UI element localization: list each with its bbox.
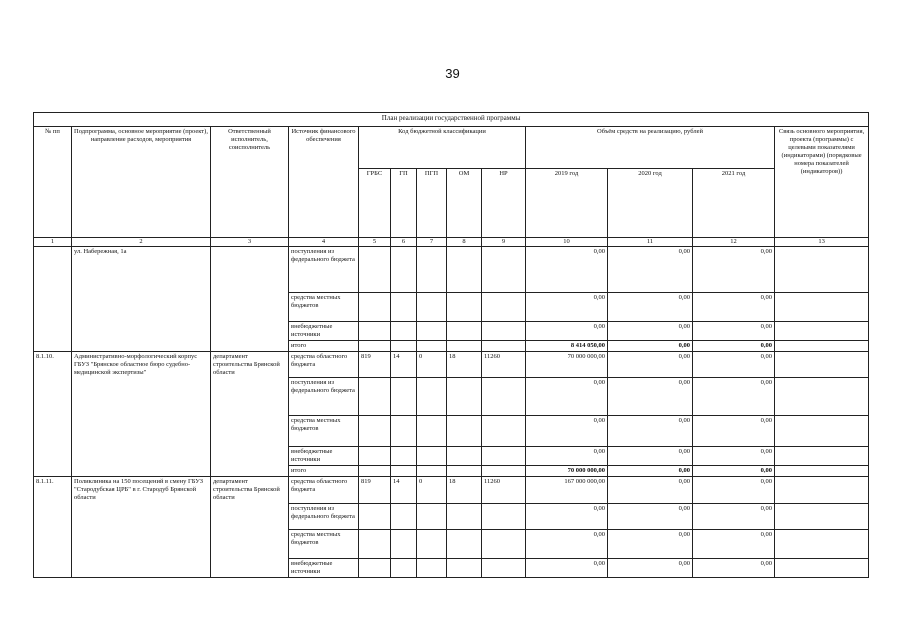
code-cell <box>482 322 526 341</box>
value-2019: 70 000 000,00 <box>526 352 608 378</box>
code-cell <box>482 530 526 559</box>
code-cell <box>359 378 391 416</box>
source-cell: итого <box>289 341 359 352</box>
value-2020: 0,00 <box>608 447 693 466</box>
source-cell: внебюджетные источники <box>289 559 359 578</box>
code-cell <box>447 504 482 530</box>
item-name: Поликлиника на 150 посещений в смену ГБУЗ "Стародубская ЦРБ" в г. Стародуб Брянской области <box>72 477 211 578</box>
item-name: ул. Набережная, 1а <box>72 247 211 352</box>
value-2020: 0,00 <box>608 477 693 504</box>
indicator-cell <box>775 341 869 352</box>
value-2019: 0,00 <box>526 559 608 578</box>
item-name: Административно-морфологический корпус ГБУЗ "Брянское областное бюро судебно-медицинской экспертизы" <box>72 352 211 477</box>
header-executor: Ответственный исполнитель, соисполнитель <box>211 127 289 238</box>
code-cell <box>447 530 482 559</box>
header-pgp: ПГП <box>417 169 447 238</box>
col-number: 6 <box>391 238 417 247</box>
code-cell <box>417 293 447 322</box>
header-nr: НР <box>482 169 526 238</box>
source-cell: средства местных бюджетов <box>289 416 359 447</box>
indicator-cell <box>775 504 869 530</box>
column-numbers-row <box>34 238 869 247</box>
indicator-cell <box>775 352 869 378</box>
code-cell <box>482 416 526 447</box>
code-cell <box>482 247 526 293</box>
value-2020: 0,00 <box>608 293 693 322</box>
code-cell <box>359 247 391 293</box>
code-nr: 11260 <box>482 477 526 504</box>
header-budget-code: Код бюджетной классификации <box>359 127 526 169</box>
code-cell <box>417 559 447 578</box>
code-cell <box>482 466 526 477</box>
code-cell <box>447 247 482 293</box>
value-2021: 0,00 <box>693 477 775 504</box>
code-cell <box>447 447 482 466</box>
col-number: 12 <box>693 238 775 247</box>
indicator-cell <box>775 378 869 416</box>
code-cell <box>417 247 447 293</box>
code-cell <box>391 559 417 578</box>
code-cell <box>417 466 447 477</box>
indicator-cell <box>775 447 869 466</box>
value-2019: 0,00 <box>526 447 608 466</box>
source-cell: средства местных бюджетов <box>289 530 359 559</box>
header-grbs: ГРБС <box>359 169 391 238</box>
indicator-cell <box>775 466 869 477</box>
code-cell <box>391 416 417 447</box>
code-cell <box>447 322 482 341</box>
code-cell <box>359 530 391 559</box>
code-cell <box>359 504 391 530</box>
header-source: Источник финансового обеспечения <box>289 127 359 238</box>
code-cell <box>391 447 417 466</box>
header-2019: 2019 год <box>526 169 608 238</box>
code-cell <box>447 293 482 322</box>
code-cell <box>447 378 482 416</box>
indicator-cell <box>775 559 869 578</box>
indicator-cell <box>775 322 869 341</box>
header-2021: 2021 год <box>693 169 775 238</box>
col-number: 2 <box>72 238 211 247</box>
code-cell <box>391 504 417 530</box>
source-cell: поступления из федерального бюджета <box>289 504 359 530</box>
value-2021: 0,00 <box>693 504 775 530</box>
code-cell <box>391 322 417 341</box>
col-number: 8 <box>447 238 482 247</box>
code-cell <box>391 466 417 477</box>
value-2019: 70 000 000,00 <box>526 466 608 477</box>
source-cell: итого <box>289 466 359 477</box>
code-cell <box>482 504 526 530</box>
code-gp: 14 <box>391 352 417 378</box>
value-2020: 0,00 <box>608 322 693 341</box>
code-om: 18 <box>447 477 482 504</box>
value-2021: 0,00 <box>693 341 775 352</box>
value-2020: 0,00 <box>608 530 693 559</box>
code-om: 18 <box>447 352 482 378</box>
table-row <box>34 352 869 378</box>
header-2020: 2020 год <box>608 169 693 238</box>
code-cell <box>417 530 447 559</box>
code-cell <box>482 341 526 352</box>
value-2020: 0,00 <box>608 504 693 530</box>
code-cell <box>391 293 417 322</box>
value-2020: 0,00 <box>608 559 693 578</box>
code-cell <box>417 504 447 530</box>
code-cell <box>482 378 526 416</box>
table-row <box>34 477 869 504</box>
header-num: № пп <box>34 127 72 238</box>
value-2019: 0,00 <box>526 378 608 416</box>
code-nr: 11260 <box>482 352 526 378</box>
code-cell <box>447 341 482 352</box>
code-cell <box>417 341 447 352</box>
indicator-cell <box>775 477 869 504</box>
col-number: 9 <box>482 238 526 247</box>
value-2021: 0,00 <box>693 247 775 293</box>
code-cell <box>417 322 447 341</box>
header-om: ОМ <box>447 169 482 238</box>
code-cell <box>482 447 526 466</box>
source-cell: средства областного бюджета <box>289 477 359 504</box>
item-executor: департамент строительства Брянской области <box>211 352 289 477</box>
header-subprogram: Подпрограмма, основное мероприятие (проект), направление расходов, мероприятия <box>72 127 211 238</box>
value-2019: 0,00 <box>526 416 608 447</box>
value-2021: 0,00 <box>693 447 775 466</box>
code-cell <box>391 530 417 559</box>
value-2021: 0,00 <box>693 416 775 447</box>
code-cell <box>391 341 417 352</box>
item-number: 8.1.11. <box>34 477 72 578</box>
value-2019: 0,00 <box>526 322 608 341</box>
code-cell <box>359 341 391 352</box>
col-number: 7 <box>417 238 447 247</box>
source-cell: поступления из федерального бюджета <box>289 247 359 293</box>
value-2020: 0,00 <box>608 341 693 352</box>
source-cell: поступления из федерального бюджета <box>289 378 359 416</box>
value-2021: 0,00 <box>693 322 775 341</box>
code-cell <box>447 416 482 447</box>
value-2019: 167 000 000,00 <box>526 477 608 504</box>
header-indicators: Связь основного мероприятия, проекта (программы) с целевыми показателями (индикаторами) (порядковые номера показателей (индикаторов)) <box>775 127 869 238</box>
value-2021: 0,00 <box>693 352 775 378</box>
code-cell <box>447 466 482 477</box>
indicator-cell <box>775 416 869 447</box>
code-cell <box>417 378 447 416</box>
code-cell <box>447 559 482 578</box>
code-cell <box>417 447 447 466</box>
code-cell <box>391 378 417 416</box>
col-number: 13 <box>775 238 869 247</box>
value-2021: 0,00 <box>693 466 775 477</box>
value-2019: 0,00 <box>526 247 608 293</box>
code-grbs: 819 <box>359 477 391 504</box>
value-2019: 8 414 050,00 <box>526 341 608 352</box>
col-number: 1 <box>34 238 72 247</box>
code-cell <box>359 559 391 578</box>
table-row <box>34 247 869 293</box>
value-2020: 0,00 <box>608 352 693 378</box>
indicator-cell <box>775 293 869 322</box>
indicator-cell <box>775 247 869 293</box>
source-cell: внебюджетные источники <box>289 322 359 341</box>
value-2021: 0,00 <box>693 530 775 559</box>
source-cell: средства местных бюджетов <box>289 293 359 322</box>
item-number: 8.1.10. <box>34 352 72 477</box>
page-number: 39 <box>445 66 460 81</box>
value-2019: 0,00 <box>526 530 608 559</box>
header-volume: Объём средств на реализацию, рублей <box>526 127 775 169</box>
col-number: 10 <box>526 238 608 247</box>
header-gp: ГП <box>391 169 417 238</box>
code-cell <box>359 322 391 341</box>
value-2020: 0,00 <box>608 247 693 293</box>
code-cell <box>359 416 391 447</box>
code-cell <box>359 293 391 322</box>
table-title: План реализации государственной программы <box>34 113 869 127</box>
code-cell <box>482 293 526 322</box>
code-pgp: 0 <box>417 352 447 378</box>
program-plan-table <box>33 112 869 578</box>
col-number: 4 <box>289 238 359 247</box>
value-2019: 0,00 <box>526 293 608 322</box>
value-2021: 0,00 <box>693 378 775 416</box>
item-number <box>34 247 72 352</box>
value-2020: 0,00 <box>608 416 693 447</box>
col-number: 11 <box>608 238 693 247</box>
code-cell <box>391 247 417 293</box>
code-cell <box>417 416 447 447</box>
value-2020: 0,00 <box>608 466 693 477</box>
value-2020: 0,00 <box>608 378 693 416</box>
item-executor <box>211 247 289 352</box>
value-2019: 0,00 <box>526 504 608 530</box>
col-number: 5 <box>359 238 391 247</box>
code-pgp: 0 <box>417 477 447 504</box>
indicator-cell <box>775 530 869 559</box>
code-grbs: 819 <box>359 352 391 378</box>
col-number: 3 <box>211 238 289 247</box>
code-cell <box>359 447 391 466</box>
source-cell: внебюджетные источники <box>289 447 359 466</box>
item-executor: департамент строительства Брянской области <box>211 477 289 578</box>
source-cell: средства областного бюджета <box>289 352 359 378</box>
code-gp: 14 <box>391 477 417 504</box>
value-2021: 0,00 <box>693 559 775 578</box>
code-cell <box>482 559 526 578</box>
value-2021: 0,00 <box>693 293 775 322</box>
code-cell <box>359 466 391 477</box>
